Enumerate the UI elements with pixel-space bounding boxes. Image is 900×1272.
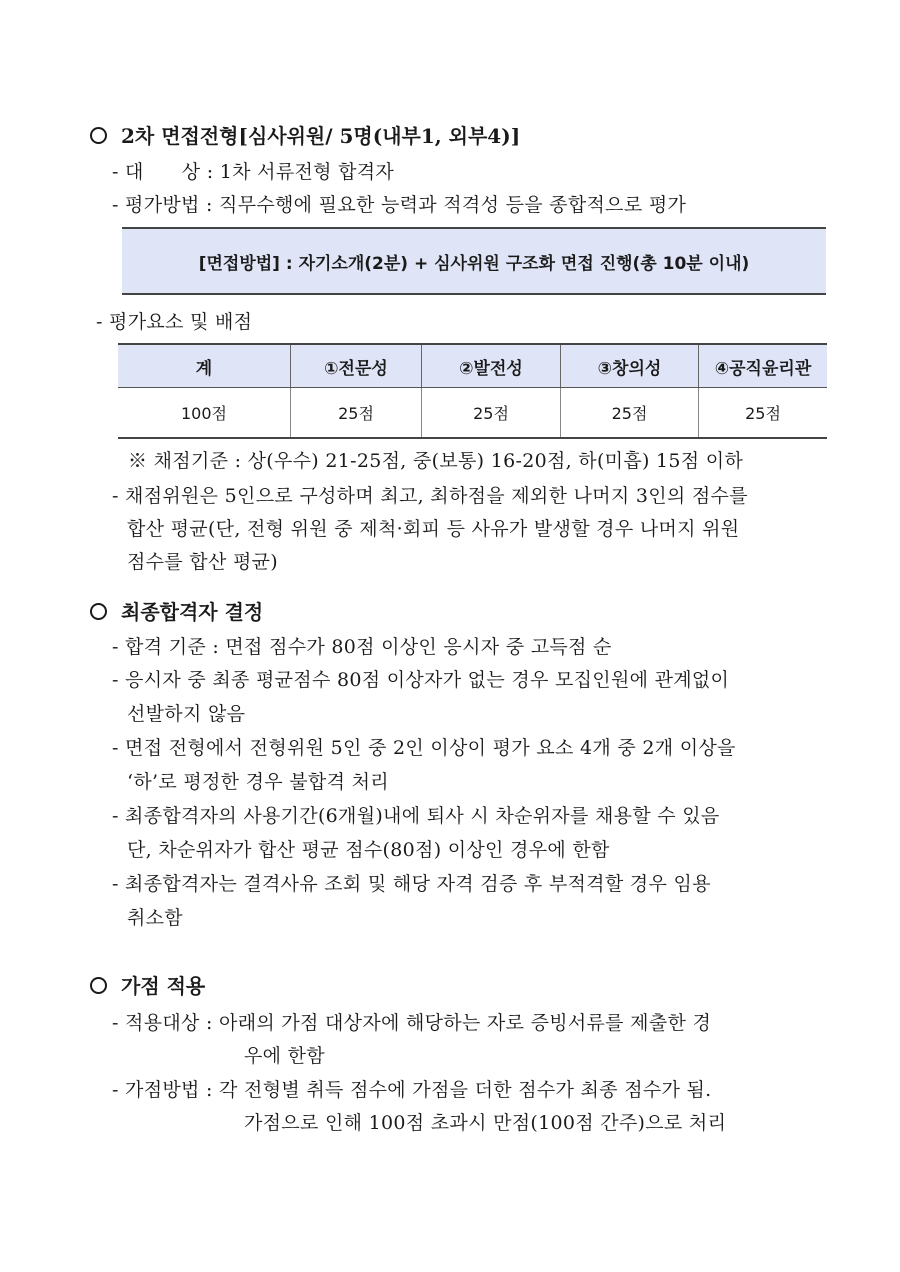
header-expertise: ①전문성 — [291, 344, 422, 388]
final-line-1: - 합격 기준 : 면접 점수가 80점 이상인 응시자 중 고득점 순 — [112, 636, 612, 658]
header-development: ②발전성 — [422, 344, 561, 388]
bonus-line-3: - 가점방법 : 각 전형별 취득 점수에 가점을 더한 점수가 최종 점수가 됨. — [112, 1079, 712, 1101]
header-ethics: ④공직윤리관 — [699, 344, 828, 388]
value-ethics: 25점 — [699, 388, 828, 439]
final-line-4: - 면접 전형에서 전형위원 5인 중 2인 이상이 평가 요소 4개 중 2개 이상을 — [112, 737, 736, 759]
circle-bullet-icon — [90, 127, 107, 144]
final-line-5: ‘하’로 평정한 경우 불합격 처리 — [127, 771, 389, 793]
final-line-3: 선발하지 않음 — [127, 703, 246, 725]
final-line-6: - 최종합격자의 사용기간(6개월)내에 퇴사 시 차순위자를 채용할 수 있음 — [112, 805, 720, 827]
interview-method-box — [122, 227, 826, 295]
method-line: - 평가방법 : 직무수행에 필요한 능력과 적격성 등을 종합적으로 평가 — [112, 194, 687, 216]
final-line-8: - 최종합격자는 결격사유 조회 및 해당 자격 검증 후 부적격할 경우 임용 — [112, 873, 711, 895]
value-total: 100점 — [118, 388, 291, 439]
circle-bullet-icon — [90, 603, 107, 620]
scoring-line-1: - 채점위원은 5인으로 구성하며 최고, 최하점을 제외한 나머지 3인의 점수를 — [112, 485, 748, 507]
final-line-9: 취소함 — [127, 907, 183, 929]
header-total: 계 — [118, 344, 291, 388]
value-creativity: 25점 — [561, 388, 699, 439]
elements-label: - 평가요소 및 배점 — [96, 311, 253, 333]
table-row — [118, 388, 827, 439]
header-creativity: ③창의성 — [561, 344, 699, 388]
interview-method-text: [면접방법] : 자기소개(2분) + 심사위원 구조화 면접 진행(총 10분 이내) — [198, 253, 750, 274]
bonus-line-4: 가점으로 인해 100점 초과시 만점(100점 간주)으로 처리 — [244, 1112, 727, 1134]
bonus-line-1: - 적용대상 : 아래의 가점 대상자에 해당하는 자로 증빙서류를 제출한 경 — [112, 1012, 712, 1034]
score-table — [118, 343, 827, 439]
circle-bullet-icon — [90, 977, 107, 994]
section-heading-bonus: 가점 적용 — [90, 970, 205, 999]
final-line-7: 단, 차순위자가 합산 평균 점수(80점) 이상인 경우에 한함 — [127, 839, 610, 861]
scoring-line-3: 점수를 합산 평균) — [127, 551, 278, 573]
target-line: - 대 상 : 1차 서류전형 합격자 — [112, 161, 395, 183]
section-heading-final: 최종합격자 결정 — [90, 596, 263, 625]
table-header-row — [118, 344, 827, 388]
final-line-2: - 응시자 중 최종 평균점수 80점 이상자가 없는 경우 모집인원에 관계없이 — [112, 669, 730, 691]
section-heading-interview: 2차 면접전형[심사위원/ 5명(내부1, 외부4)] — [90, 120, 520, 149]
scoring-criteria: ※ 채점기준 : 상(우수) 21-25점, 중(보통) 16-20점, 하(미흡) 15점 이하 — [128, 450, 744, 472]
value-expertise: 25점 — [291, 388, 422, 439]
scoring-line-2: 합산 평균(단, 전형 위원 중 제척·회피 등 사유가 발생할 경우 나머지 위원 — [127, 518, 740, 540]
value-development: 25점 — [422, 388, 561, 439]
bonus-line-2: 우에 한함 — [244, 1045, 325, 1067]
